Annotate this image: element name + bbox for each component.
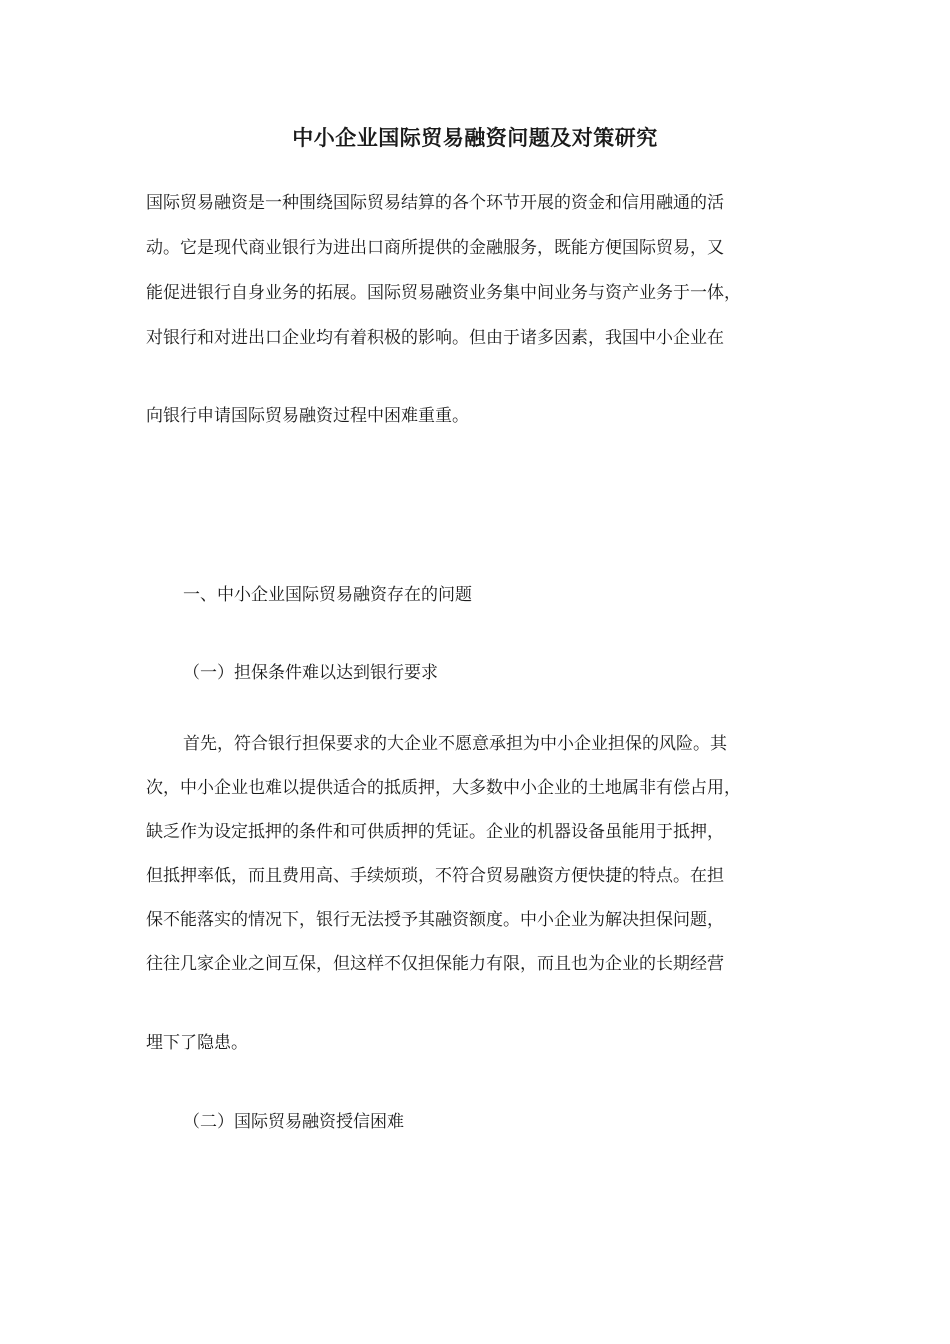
body-line: 缺乏作为设定抵押的条件和可供质押的凭证。企业的机器设备虽能用于抵押， bbox=[146, 822, 724, 842]
document-title: 中小企业国际贸易融资问题及对策研究 bbox=[292, 125, 658, 150]
section-heading: 一、中小企业国际贸易融资存在的问题 bbox=[183, 585, 472, 605]
intro-line: 能促进银行自身业务的拓展。国际贸易融资业务集中间业务与资产业务于一体， bbox=[146, 283, 741, 303]
body-line: 往往几家企业之间互保，但这样不仅担保能力有限，而且也为企业的长期经营 bbox=[146, 954, 724, 974]
body-line: 埋下了隐患。 bbox=[146, 1033, 248, 1053]
intro-line: 向银行申请国际贸易融资过程中困难重重。 bbox=[146, 406, 469, 426]
body-line: 保不能落实的情况下，银行无法授予其融资额度。中小企业为解决担保问题， bbox=[146, 910, 724, 930]
body-line: 首先，符合银行担保要求的大企业不愿意承担为中小企业担保的风险。其 bbox=[183, 734, 727, 754]
intro-line: 动。它是现代商业银行为进出口商所提供的金融服务，既能方便国际贸易，又 bbox=[146, 238, 724, 258]
intro-line: 国际贸易融资是一种围绕国际贸易结算的各个环节开展的资金和信用融通的活 bbox=[146, 193, 724, 213]
subsection-heading: （二）国际贸易融资授信困难 bbox=[183, 1112, 404, 1132]
body-line: 但抵押率低，而且费用高、手续烦琐，不符合贸易融资方便快捷的特点。在担 bbox=[146, 866, 724, 886]
intro-line: 对银行和对进出口企业均有着积极的影响。但由于诸多因素，我国中小企业在 bbox=[146, 328, 724, 348]
subsection-heading: （一）担保条件难以达到银行要求 bbox=[183, 663, 438, 683]
body-line: 次，中小企业也难以提供适合的抵质押，大多数中小企业的土地属非有偿占用， bbox=[146, 778, 741, 798]
